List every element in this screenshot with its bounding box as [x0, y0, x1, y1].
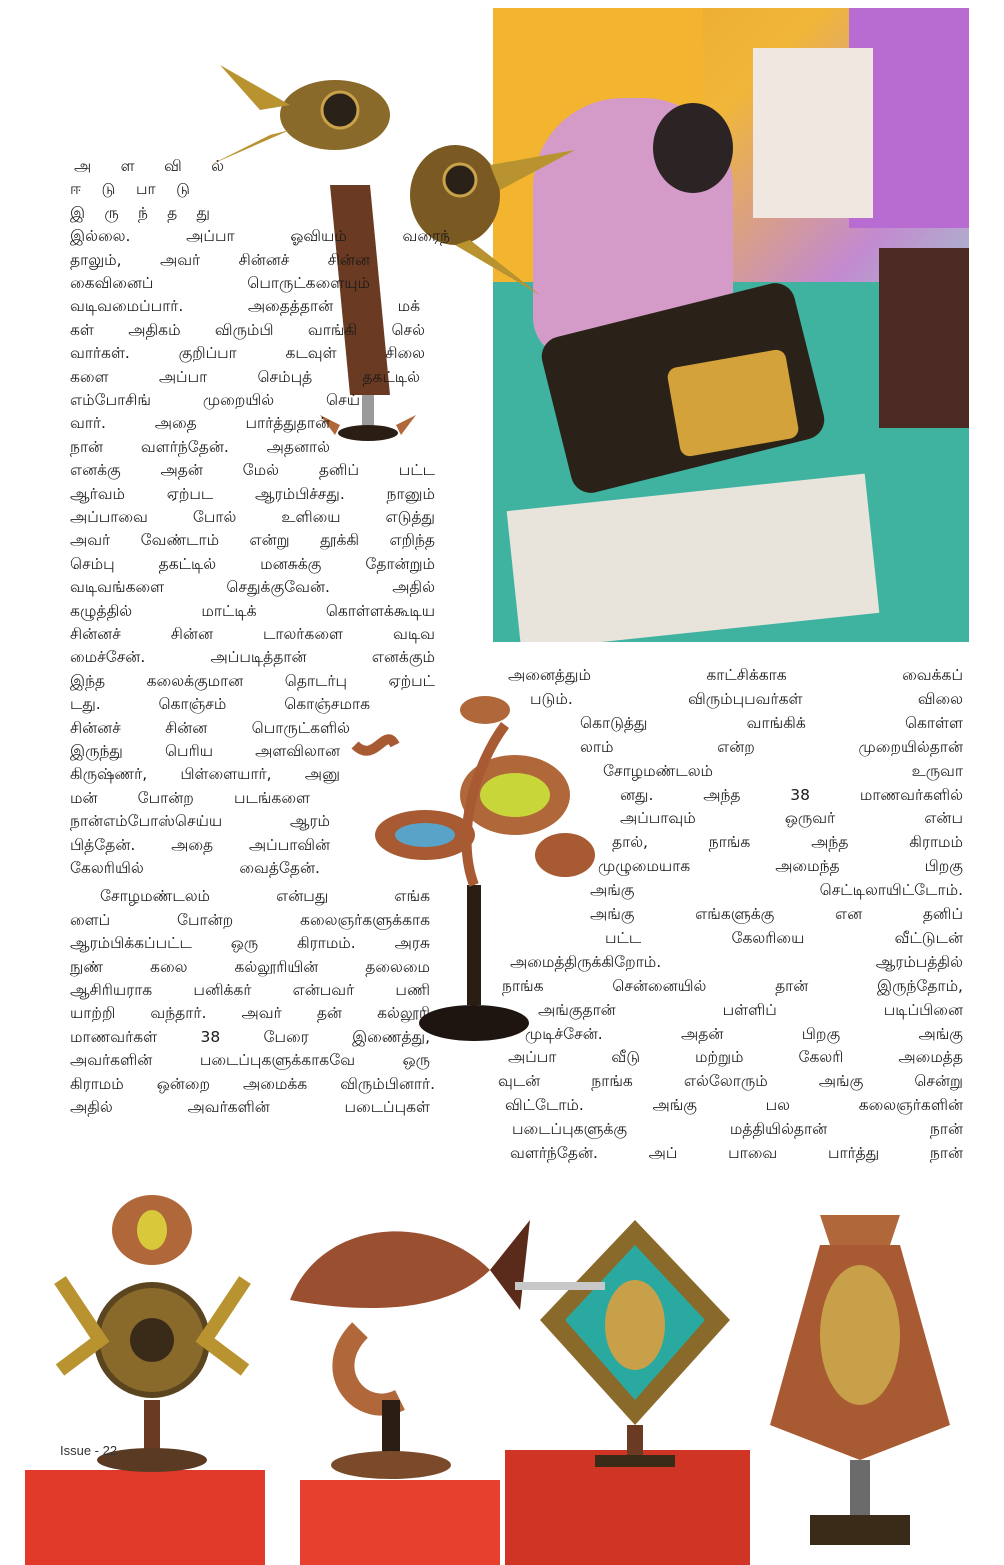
left-text-line: டது. கொஞ்சம் கொஞ்சமாக — [70, 695, 370, 714]
right-text-line: வளர்ந்தேன். அப் பாவை பார்த்து நான் — [510, 1144, 963, 1162]
left-text-line: பித்தேன். அதை அப்பாவின் — [70, 835, 330, 854]
left-text-line: கள் அதிகம் விரும்பி வாங்கி செல் — [70, 320, 425, 339]
left-text-line: சோழமண்டலம் என்பது எங்க — [100, 887, 430, 906]
left-text-line: எனக்கு அதன் மேல் தனிப் பட்ட — [70, 461, 435, 480]
left-text-line: கிருஷ்ணர், பிள்ளையார், அனு — [70, 765, 340, 784]
left-text-line: மைச்சேன். அப்படித்தான் எனக்கும் — [70, 648, 435, 667]
left-text-line: கழுத்தில் மாட்டிக் கொள்ளக்கூடிய — [70, 601, 435, 620]
left-text-line: கிராமம் ஒன்றை அமைக்க விரும்பினார். — [70, 1074, 435, 1093]
right-text-line: படைப்புகளுக்கு மத்தியில்தான் நான் — [512, 1120, 963, 1139]
left-text-line: சின்னச் சின்ன பொருட்களில் — [70, 718, 350, 737]
left-text-line: சின்னச் சின்ன டாலர்களை வடிவ — [70, 625, 435, 643]
right-text-line: வுடன் நாங்க எல்லோரும் அங்கு சென்று — [498, 1072, 963, 1091]
left-text-line: இருந்து பெரிய அளவிலான — [70, 742, 340, 760]
right-text-line: முடிச்சேன். அதன் பிறகு அங்கு — [525, 1024, 963, 1043]
left-text-line: களை அப்பா செம்புத் தகட்டில் — [70, 367, 420, 386]
right-text-line: அமைத்திருக்கிறோம். ஆரம்பத்தில் — [510, 952, 963, 971]
left-text-line: எம்போசிங் முறையில் செய் — [70, 391, 360, 409]
right-text-line: அங்கு செட்டிலாயிட்டோம். — [590, 881, 963, 900]
right-text-line: னது. அந்த 38 மாணவர்களில் — [620, 785, 963, 804]
right-text-line: சோழமண்டலம் உருவா — [603, 761, 963, 780]
right-text-line: தால், நாங்க அந்த கிராமம் — [612, 833, 963, 852]
left-text-line: இல்லை. அப்பா ஓவியம் வரைந் — [70, 227, 450, 246]
right-text-line: லாம் என்ற முறையில்தான் — [580, 737, 963, 756]
left-text-line: மன் போன்ற படங்களை — [70, 788, 310, 807]
right-text-line: அப்பா வீடு மற்றும் கேலரி அமைத்த — [508, 1048, 963, 1067]
right-text-line: படும். விரும்புபவர்கள் விலை — [530, 689, 963, 708]
left-text-line: வார்கள். குறிப்பா கடவுள் சிலை — [70, 344, 425, 363]
right-text-line: முழுமையாக அமைந்த பிறகு — [598, 857, 963, 876]
left-text-line: அ ள வி ல் — [74, 157, 224, 175]
left-text-line: இ ரு ந் த து — [70, 203, 210, 222]
left-text-line: அதில் அவர்களின் படைப்புகள் — [70, 1098, 430, 1116]
left-text-line: ஆரம்பிக்கப்பட்ட ஒரு கிராமம். அரசு — [70, 934, 430, 953]
left-text-line: அப்பாவை போல் உளியை எடுத்து — [70, 508, 435, 526]
page-number: Issue - 22 — [60, 1443, 118, 1458]
left-text-line: கைவினைப் பொருட்களையும் — [70, 274, 370, 292]
left-text-line: வடிவங்களை செதுக்குவேன். அதில் — [70, 578, 435, 597]
left-text-line: ஆசிரியராக பனிக்கர் என்பவர் பணி — [70, 981, 430, 999]
left-text-line: வார். அதை பார்த்துதான் — [70, 414, 330, 433]
right-text-line: நாங்க சென்னையில் தான் இருந்தோம், — [502, 976, 963, 995]
left-text-line: யாற்றி வந்தார். அவர் தன் கல்லூரி — [70, 1004, 430, 1023]
right-text-line: அப்பாவும் ஒருவர் என்ப — [620, 809, 963, 828]
left-text-line: நான் வளர்ந்தேன். அதனால் — [70, 437, 330, 456]
left-text-line: வடிவமைப்பார். அதைத்தான் மக் — [70, 297, 420, 316]
left-text-line: ளைப் போன்ற கலைஞர்களுக்காக — [70, 910, 430, 929]
right-text-line: அங்கு எங்களுக்கு என தனிப் — [590, 905, 963, 923]
left-text-line: இந்த கலைக்குமான தொடர்பு ஏற்பட் — [70, 671, 435, 690]
left-text-line: ஆர்வம் ஏற்பட ஆரம்பிச்சது. நானும் — [70, 484, 435, 503]
left-text-line: அவர்களின் படைப்புகளுக்காகவே ஒரு — [70, 1051, 430, 1070]
left-text-line: செம்பு தகட்டில் மனசுக்கு தோன்றும் — [70, 554, 435, 573]
left-text-line: தாலும், அவர் சின்னச் சின்ன — [70, 250, 370, 269]
left-text-line: நுண் கலை கல்லூரியின் தலைமை — [70, 957, 430, 976]
left-text-line: அவர் வேண்டாம் என்று தூக்கி எறிந்த — [70, 531, 435, 550]
left-text-line: ஈ டு பா டு — [70, 180, 190, 199]
right-text-line: விட்டோம். அங்கு பல கலைஞர்களின் — [505, 1096, 963, 1115]
right-text-line: பட்ட கேலரியை வீட்டுடன் — [605, 928, 963, 947]
right-text-line: அனைத்தும் காட்சிக்காக வைக்கப் — [508, 666, 963, 684]
left-text-line: கேலரியில் வைத்தேன். — [70, 859, 320, 877]
right-text-line: அங்குதான் பள்ளிப் படிப்பினை — [538, 1000, 963, 1019]
right-text-line: கொடுத்து வாங்கிக் கொள்ள — [580, 713, 963, 732]
left-text-line: மாணவர்கள் 38 பேரை இணைத்து, — [70, 1027, 430, 1046]
left-text-line: நான்எம்போஸ்செய்ய ஆரம் — [70, 812, 330, 831]
